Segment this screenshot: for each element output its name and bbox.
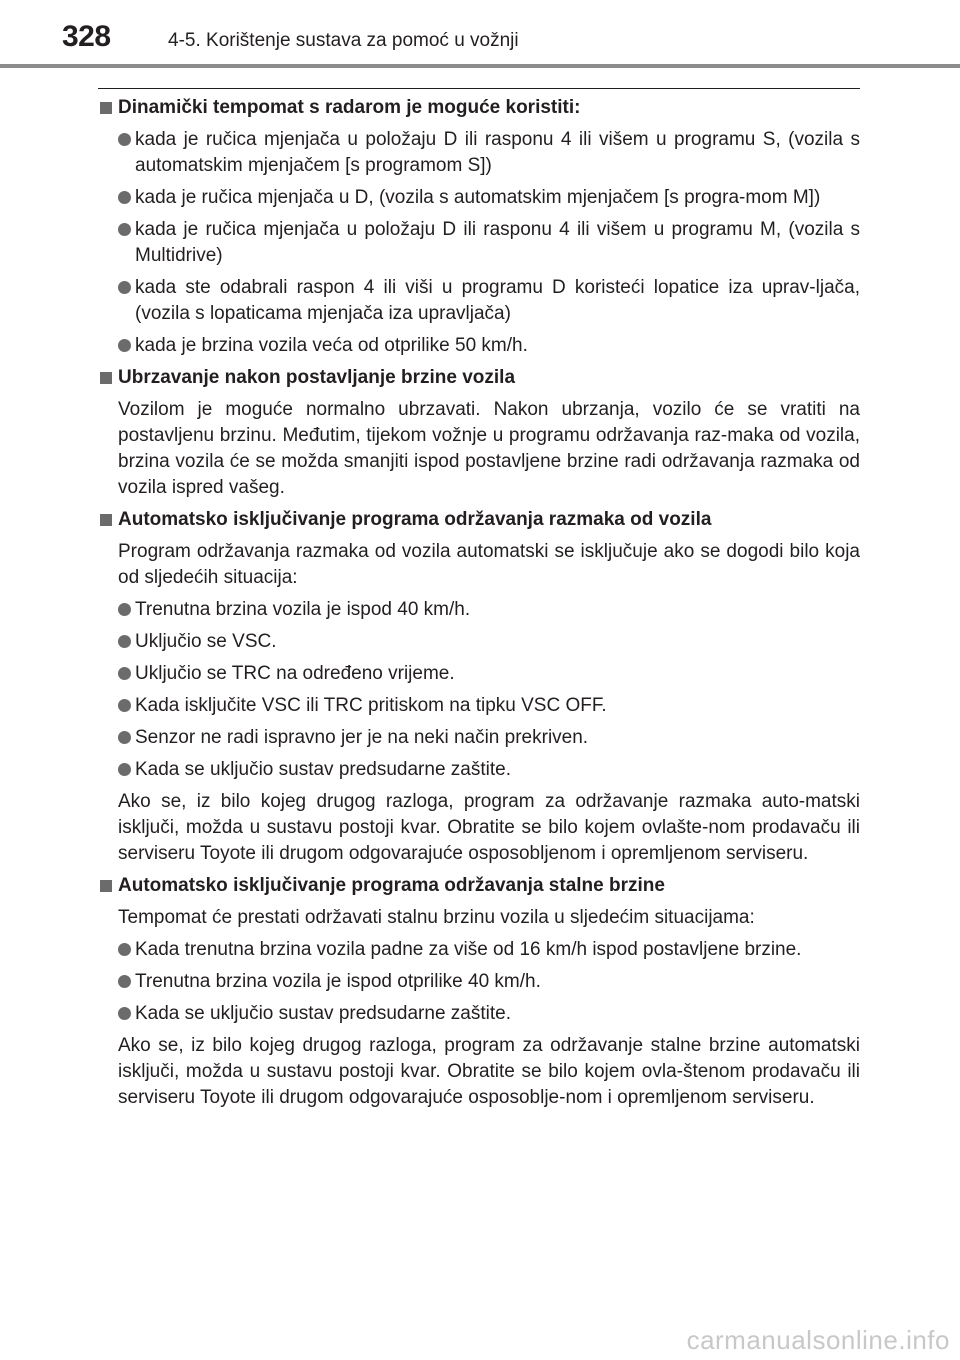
round-bullet-icon — [118, 1007, 131, 1020]
paragraph: Ako se, iz bilo kojeg drugog razloga, program za održavanje stalne brzine automatski isključi, možda u sustavu postoji kvar. Obratite se bilo kojem ovla-štenom prodavaču ili serviseru Toyote ili drugom odgovarajuće osposoblje-nom i opremljenom serviseru. — [118, 1035, 860, 1108]
section-heading — [98, 873, 860, 899]
round-bullet-icon — [118, 943, 131, 956]
list-item-text: kada je ručica mjenjača u položaju D ili rasponu 4 ili višem u programu S, (vozila s automatskim mjenjačem [s programom S]) — [135, 129, 860, 176]
header-rule — [0, 64, 960, 68]
round-bullet-icon — [118, 603, 131, 616]
list-item-text: Uključio se TRC na određeno vrijeme. — [135, 663, 455, 684]
section-heading-text: Automatsko isključivanje programa održavanja stalne brzine — [118, 875, 665, 896]
round-bullet-icon — [118, 635, 131, 648]
section-title: 4-5. Korištenje sustava za pomoć u vožnji — [168, 30, 519, 51]
round-bullet-icon — [118, 975, 131, 988]
list-item — [98, 275, 860, 327]
list-item-text: Kada se uključio sustav predsudarne zaštite. — [135, 1003, 511, 1024]
round-bullet-icon — [118, 281, 131, 294]
square-bullet-icon — [100, 102, 112, 114]
list-item — [98, 757, 860, 783]
list-item-text: Senzor ne radi ispravno jer je na neki način prekriven. — [135, 727, 589, 748]
list-item-text: Uključio se VSC. — [135, 631, 277, 652]
section-heading — [98, 95, 860, 121]
list-item-text: Kada isključite VSC ili TRC pritiskom na tipku VSC OFF. — [135, 695, 607, 716]
round-bullet-icon — [118, 339, 131, 352]
round-bullet-icon — [118, 667, 131, 680]
list-item — [98, 693, 860, 719]
round-bullet-icon — [118, 763, 131, 776]
section-heading-text: Automatsko isključivanje programa održavanja razmaka od vozila — [118, 509, 712, 530]
paragraph: Ako se, iz bilo kojeg drugog razloga, program za održavanje razmaka auto-matski isključi, možda u sustavu postoji kvar. Obratite se bilo kojem ovlašte-nom prodavaču ili serviseru Toyote ili drugom odgovarajuće osposobljenom i opremljenom serviseru. — [118, 791, 860, 864]
round-bullet-icon — [118, 223, 131, 236]
document-body — [98, 88, 860, 1117]
list-item-text: Trenutna brzina vozila je ispod otprilike 40 km/h. — [135, 971, 541, 992]
list-item — [98, 629, 860, 655]
list-item — [98, 333, 860, 359]
square-bullet-icon — [100, 372, 112, 384]
list-item — [98, 597, 860, 623]
page-number: 328 — [62, 20, 111, 53]
round-bullet-icon — [118, 191, 131, 204]
section-heading — [98, 365, 860, 391]
list-item-text: kada je ručica mjenjača u D, (vozila s automatskim mjenjačem [s progra-mom M]) — [135, 187, 821, 208]
list-item — [98, 127, 860, 179]
list-item-text: Kada trenutna brzina vozila padne za više od 16 km/h ispod postavljene brzine. — [135, 939, 802, 960]
list-item — [98, 185, 860, 211]
list-item-text: kada je brzina vozila veća od otprilike 50 km/h. — [135, 335, 528, 356]
list-item — [98, 725, 860, 751]
paragraph: Tempomat će prestati održavati stalnu brzinu vozila u sljedećim situacijama: — [118, 907, 755, 928]
list-item-text: kada je ručica mjenjača u položaju D ili rasponu 4 ili višem u programu M, (vozila s Multidrive) — [135, 219, 860, 266]
paragraph: Program održavanja razmaka od vozila automatski se isključuje ako se dogodi bilo koja od sljedećih situacija: — [118, 541, 860, 588]
list-item-text: Trenutna brzina vozila je ispod 40 km/h. — [135, 599, 471, 620]
list-item — [98, 661, 860, 687]
section-heading-text: Dinamički tempomat s radarom je moguće koristiti: — [118, 97, 581, 118]
list-item-text: Kada se uključio sustav predsudarne zaštite. — [135, 759, 511, 780]
square-bullet-icon — [100, 514, 112, 526]
section-heading-text: Ubrzavanje nakon postavljanje brzine vozila — [118, 367, 516, 388]
list-item — [98, 217, 860, 269]
section-heading — [98, 507, 860, 533]
watermark: carmanualsonline.info — [686, 1325, 950, 1355]
round-bullet-icon — [118, 133, 131, 146]
round-bullet-icon — [118, 731, 131, 744]
square-bullet-icon — [100, 880, 112, 892]
paragraph: Vozilom je moguće normalno ubrzavati. Nakon ubrzanja, vozilo će se vratiti na postavljenu brzinu. Međutim, tijekom vožnje u programu održavanja raz-maka od vozila, brzina vozila će se možda smanjiti ispod postavljene brzine radi održavanja razmaka od vozila ispred vašeg. — [118, 399, 860, 498]
list-item — [98, 969, 860, 995]
round-bullet-icon — [118, 699, 131, 712]
list-item — [98, 937, 860, 963]
list-item — [98, 1001, 860, 1027]
list-item-text: kada ste odabrali raspon 4 ili viši u programu D koristeći lopatice iza uprav-ljača, (vozila s lopaticama mjenjača iza upravljača) — [135, 277, 860, 324]
